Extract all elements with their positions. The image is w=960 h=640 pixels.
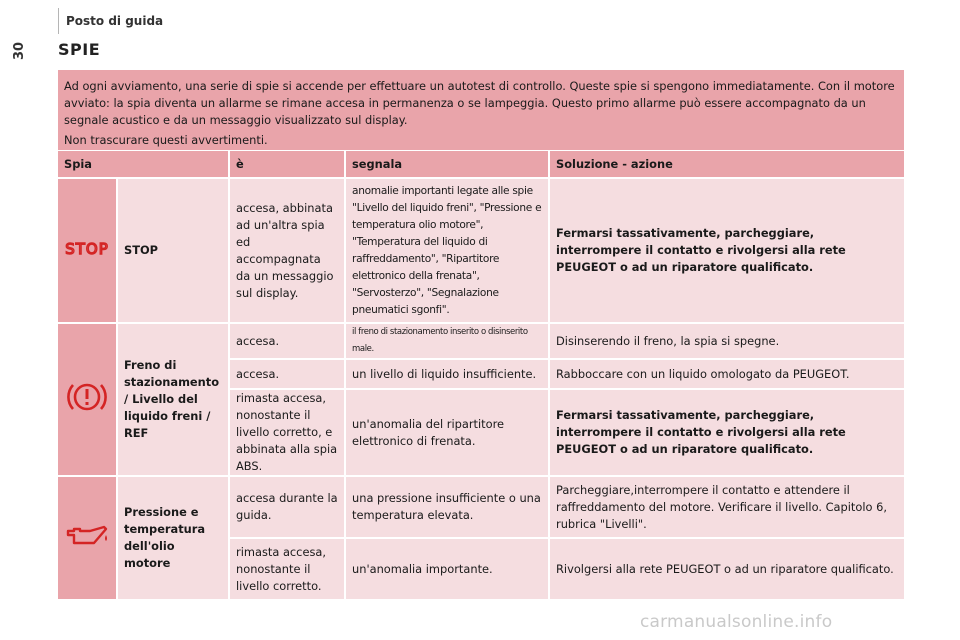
light-solution: Rivolgersi alla rete PEUGEOT o ad un riparatore qualificato.: [548, 537, 904, 599]
light-signal: un'anomalia del ripartitore elettronico di frenata.: [344, 388, 548, 475]
brake-warning-icon: [66, 378, 108, 416]
watermark: carmanualsonline.info: [640, 612, 833, 632]
stop-icon-cell: [58, 177, 116, 322]
section-name: Posto di guida: [66, 14, 164, 28]
light-signal: il freno di stazionamento inserito o disinserito male.: [344, 322, 548, 358]
page-title: SPIE: [58, 40, 101, 59]
svg-text:STOP: STOP: [65, 240, 109, 257]
table-row: [58, 322, 904, 358]
intro-box: [58, 70, 904, 150]
light-state: accesa, abbinata ad un'altra spia ed accompagnata da un messaggio sul display.: [228, 177, 344, 322]
header-e: è: [228, 151, 344, 177]
oil-icon-cell: [58, 475, 116, 599]
oil-can-icon: [64, 523, 110, 549]
header-soluzione: Soluzione - azione: [548, 151, 904, 177]
table-header-row: [58, 151, 904, 177]
intro-paragraph-1: Ad ogni avviamento, una serie di spie si accende per effettuare un autotest di controllo. Queste spie si spengono immediatamente. Con il motore avviato: la spia diventa un allarme se rimane accesa in permanenza o se lampeggia. Questo primo allarme può essere accompagnato da un segnale acustico e da un messaggio visualizzato sul display.: [64, 79, 895, 127]
header-segnala: segnala: [344, 151, 548, 177]
table-row: [58, 475, 904, 537]
warning-lights-table: [58, 151, 904, 599]
light-signal: una pressione insufficiente o una temperatura elevata.: [344, 475, 548, 537]
light-name: Pressione e temperatura dell'olio motore: [116, 475, 228, 599]
light-state: accesa.: [228, 322, 344, 358]
light-solution: Parcheggiare,interrompere il contatto e attendere il raffreddamento del motore. Verificare il livello. Capitolo 6, rubrica "Livelli".: [548, 475, 904, 537]
table-row: [58, 177, 904, 322]
light-name: STOP: [116, 177, 228, 322]
intro-paragraph-2: Non trascurare questi avvertimenti.: [64, 133, 268, 147]
light-name: Freno di stazionamento / Livello del liquido freni / REF: [116, 322, 228, 475]
header-spia: Spia: [58, 151, 228, 177]
light-solution: Disinserendo il freno, la spia si spegne.: [548, 322, 904, 358]
light-solution: Rabboccare con un liquido omologato da PEUGEOT.: [548, 358, 904, 388]
light-solution: Fermarsi tassativamente, parcheggiare, interrompere il contatto e rivolgersi alla rete PEUGEOT o ad un riparatore qualificato.: [548, 388, 904, 475]
light-state: rimasta accesa, nonostante il livello corretto.: [228, 537, 344, 599]
light-signal: un'anomalia importante.: [344, 537, 548, 599]
header-rule: [58, 8, 59, 34]
stop-text-icon: [59, 239, 115, 257]
light-state: rimasta accesa, nonostante il livello corretto, e abbinata alla spia ABS.: [228, 388, 344, 475]
page-number: 30: [12, 41, 27, 60]
light-state: accesa.: [228, 358, 344, 388]
light-signal: anomalie importanti legate alle spie "Livello del liquido freni", "Pressione e temperatura olio motore", "Temperatura del liquido di raffreddamento", "Ripartitore elettronico della frenata", "Servosterzo", "Segnalazione pneumatici sgonfi".: [344, 177, 548, 322]
light-solution: Fermarsi tassativamente, parcheggiare, interrompere il contatto e rivolgersi alla rete PEUGEOT o ad un riparatore qualificato.: [548, 177, 904, 322]
light-signal: un livello di liquido insufficiente.: [344, 358, 548, 388]
brake-icon-cell: [58, 322, 116, 475]
light-state: accesa durante la guida.: [228, 475, 344, 537]
